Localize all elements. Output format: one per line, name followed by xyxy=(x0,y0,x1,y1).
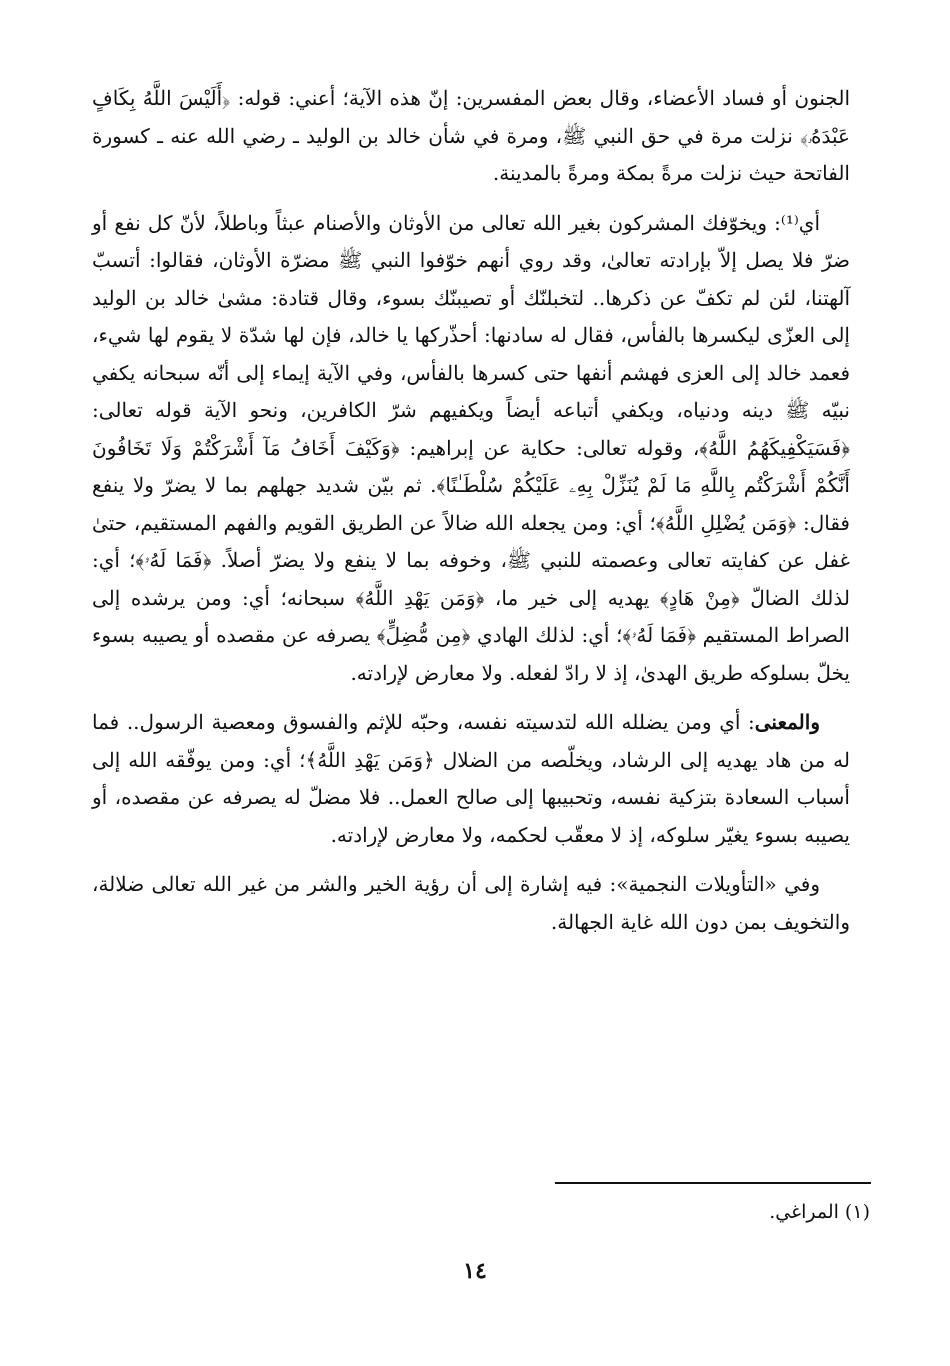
paragraph-3-text: : أي ومن يضلله الله لتدسيته نفسه، وحبّه للإثم والفسوق ومعصية الرسول.. فما له من هاد يهديه إلى الرشاد، ويخلّصه من الضلال ﴿وَمَن يَهْدِ اللَّهُ﴾؛ أي: ومن يوفّقه الله إلى أسباب السعادة بتزكية نفسه، وتحبيبها إلى صالح العمل.. فلا مضلّ له يصرفه عن مقصده، أو يصيبه بسوء يغيّر سلوكه، إذ لا معقّب لحكمه، ولا معارض لإرادته. xyxy=(92,710,850,847)
footnote-separator xyxy=(555,1182,871,1184)
paragraph-3-lead: والمعنى xyxy=(754,710,820,734)
paragraph-2-text: أي⁽¹⁾: ويخوّفك المشركون بغير الله تعالى من الأوثان والأصنام عبثاً وباطلاً، لأنّ كل نفع أو ضرّ فلا يصل إلاّ بإرادته تعالىٰ، وقد روي أنهم خوّفوا النبي ﷺ مضرّة الأوثان، فقالوا: أتسبّ آلهتنا، لئن لم تكفّ عن ذكرها.. لتخبلنّك أو تصيبنّك بسوء، وقال قتادة: مشىٰ خالد بن الوليد إلى العزّى ليكسرها بالفأس، فقال له سادنها: أحذّركها يا خالد، فإن لها شدّة لا يقوم لها شيء، فعمد خالد إلى العزى فهشم أنفها حتى كسرها بالفأس، وفي الآية إيماء إلى أنّه سبحانه يكفي نبيّه ﷺ دينه ودنياه، ويكفي أتباعه أيضاً ويكفيهم شرّ الكافرين، ونحو الآية قوله تعالى: ﴿فَسَيَكْفِيكَهُمُ اللَّهُ﴾، وقوله تعالى: حكاية عن إبراهيم: ﴿وَكَيْفَ أَخَافُ مَآ أَشْرَكْتُمْ وَلَا تَخَافُونَ أَنَّكُمْ أَشْرَكْتُم بِاللَّهِ مَا لَمْ يُنَزِّلْ بِهِۦ عَلَيْكُمْ سُلْطَـٰنًا﴾. ثم بيّن شديد جهلهم بما لا يضرّ ولا ينفع فقال: ﴿وَمَن يُضْلِلِ اللَّهُ﴾؛ أي: ومن يجعله الله ضالاً عن الطريق القويم والفهم المستقيم، حتىٰ غفل عن كفايته تعالى وعصمته للنبي ﷺ، وخوفه بما لا ينفع ولا يضرّ أصلاً. ﴿فَمَا لَهُۥ﴾؛ أي: لذلك الضالّ ﴿مِنْ هَادٍ﴾ يهديه إلى خير ما، ﴿وَمَن يَهْدِ اللَّهُ﴾ سبحانه؛ أي: ومن يرشده إلى الصراط المستقيم ﴿فَمَا لَهُۥ﴾؛ أي: لذلك الهادي ﴿مِن مُّضِلٍّ﴾ يصرفه عن مقصده أو يصيبه بسوء يخلّ بسلوكه طريق الهدىٰ، إذ لا رادّ لفعله. ولا معارض لإرادته. xyxy=(92,210,850,685)
paragraph-1 xyxy=(92,80,850,193)
main-text xyxy=(92,80,850,941)
paragraph-3 xyxy=(92,704,850,854)
page-number: ١٤ xyxy=(463,1258,487,1284)
paragraph-2 xyxy=(92,205,850,693)
paragraph-4 xyxy=(92,866,850,941)
paragraph-1-text: الجنون أو فساد الأعضاء، وقال بعض المفسرين: إنّ هذه الآية؛ أعني: قوله: ﴿أَلَيْسَ اللَّهُ بِكَافٍ عَبْدَهُۥ﴾ نزلت مرة في حق النبي ﷺ، ومرة في شأن خالد بن الوليد ـ رضي الله عنه ـ كسورة الفاتحة حيث نزلت مرةً بمكة ومرةً بالمدينة. xyxy=(92,86,850,185)
footnote: (١) المراغي. xyxy=(769,1201,870,1223)
paragraph-4-text: وفي «التأويلات النجمية»: فيه إشارة إلى أن رؤية الخير والشر من غير الله تعالى ضلالة، والتخويف بمن دون الله غاية الجهالة. xyxy=(92,872,850,934)
